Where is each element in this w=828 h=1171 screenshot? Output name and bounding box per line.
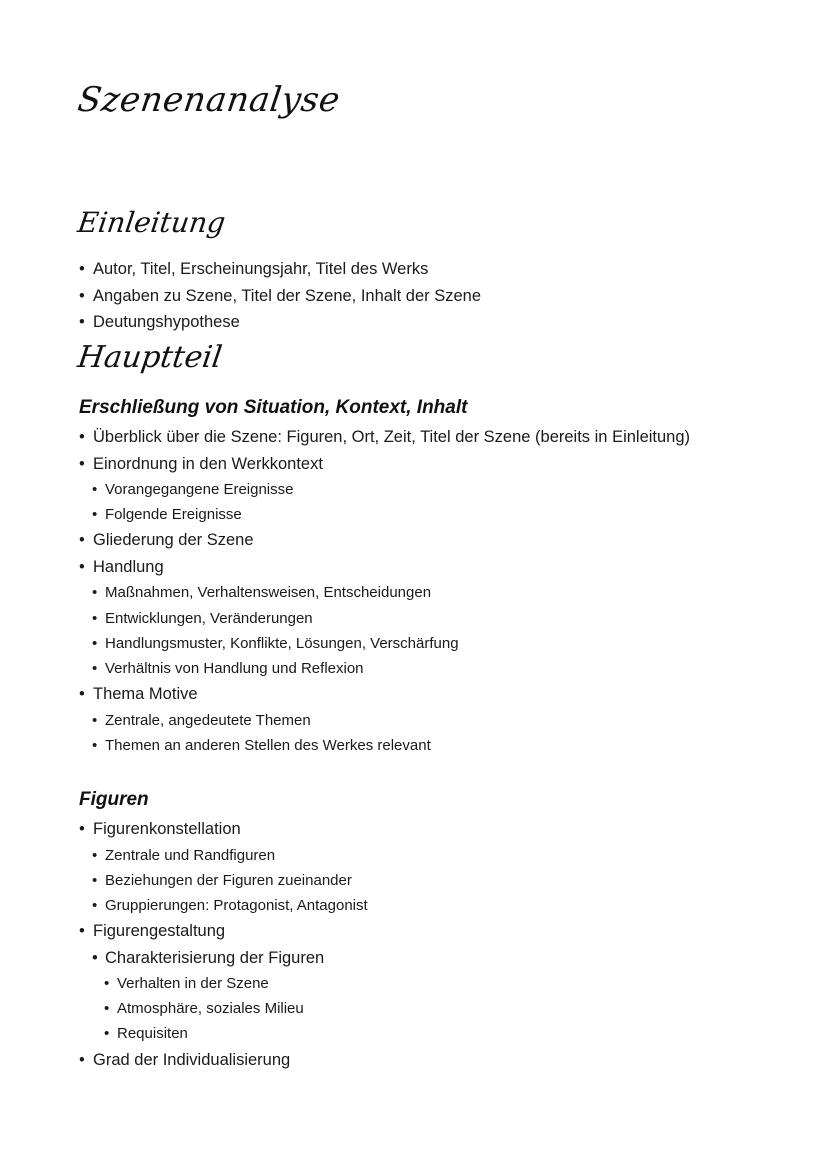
- list-subitem: • Zentrale, angedeutete Themen: [79, 708, 690, 733]
- list-item: • Handlung: [79, 554, 690, 581]
- list-subitem: • Handlungsmuster, Konflikte, Lösungen, Verschärfung: [79, 631, 690, 656]
- heading-einleitung: Einleitung: [75, 206, 228, 239]
- list-subsubitem: • Requisiten: [79, 1021, 368, 1046]
- list-item: • Überblick über die Szene: Figuren, Ort, Zeit, Titel der Szene (bereits in Einleitung): [79, 424, 690, 451]
- list-item: • Deutungshypothese: [79, 309, 481, 336]
- list-subitem: • Vorangegangene Ereignisse: [79, 477, 690, 502]
- list-subitem: • Beziehungen der Figuren zueinander: [79, 868, 368, 893]
- list-item: • Figurenkonstellation: [79, 816, 368, 843]
- list-item: • Figurengestaltung: [79, 918, 368, 945]
- list-subsubitem: • Atmosphäre, soziales Milieu: [79, 996, 368, 1021]
- list-subitem: • Folgende Ereignisse: [79, 502, 690, 527]
- situation-list: [79, 424, 690, 758]
- section-heading-situation: Erschließung von Situation, Kontext, Inhalt: [79, 397, 468, 418]
- list-subitem: • Gruppierungen: Protagonist, Antagonist: [79, 893, 368, 918]
- list-item: • Gliederung der Szene: [79, 527, 690, 554]
- list-subitem: • Verhältnis von Handlung und Reflexion: [79, 656, 690, 681]
- list-subitem: • Entwicklungen, Veränderungen: [79, 606, 690, 631]
- heading-hauptteil: Hauptteil: [75, 340, 225, 375]
- list-item: • Einordnung in den Werkkontext: [79, 451, 690, 478]
- figuren-list: [79, 816, 368, 1073]
- list-subitem: • Themen an anderen Stellen des Werkes relevant: [79, 733, 690, 758]
- list-subsubitem: • Verhalten in der Szene: [79, 971, 368, 996]
- list-item: • Angaben zu Szene, Titel der Szene, Inhalt der Szene: [79, 283, 481, 310]
- list-item: • Grad der Individualisierung: [79, 1047, 368, 1074]
- list-item: • Thema Motive: [79, 681, 690, 708]
- document-title: Szenenanalyse: [75, 80, 343, 120]
- einleitung-list: [79, 256, 481, 336]
- list-subitem: • Maßnahmen, Verhaltensweisen, Entscheidungen: [79, 580, 690, 605]
- list-subitem: • Charakterisierung der Figuren: [79, 945, 368, 972]
- section-heading-figuren: Figuren: [79, 789, 149, 810]
- list-item: • Autor, Titel, Erscheinungsjahr, Titel des Werks: [79, 256, 481, 283]
- list-subitem: • Zentrale und Randfiguren: [79, 843, 368, 868]
